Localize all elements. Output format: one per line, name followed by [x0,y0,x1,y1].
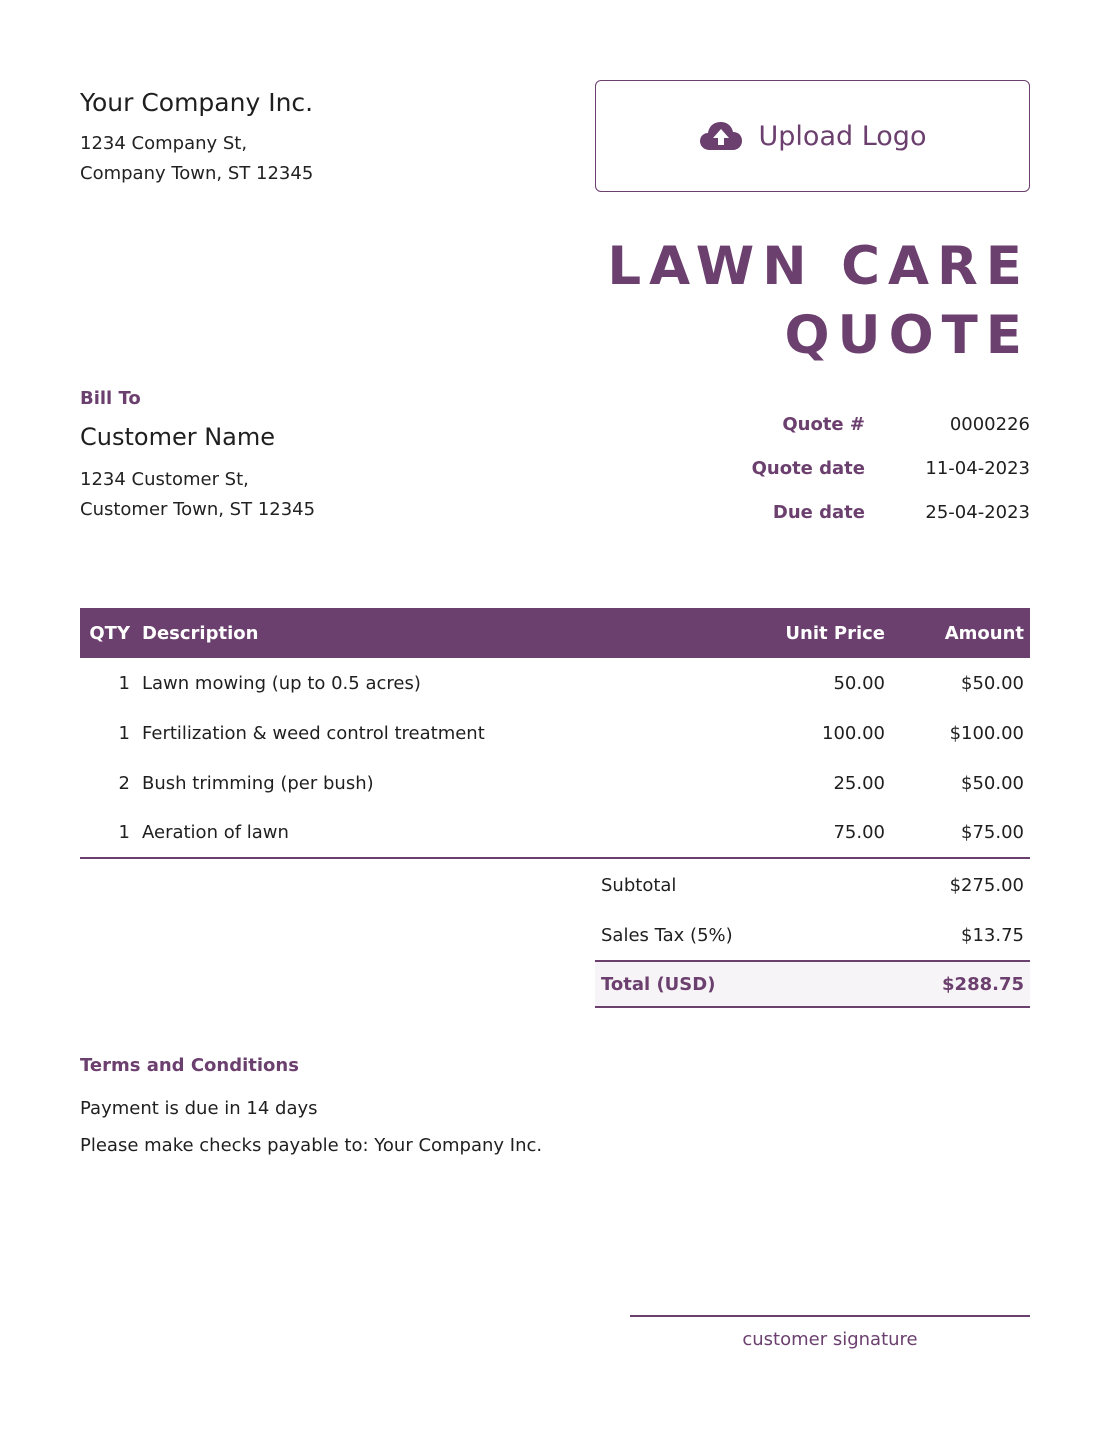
company-info [80,88,313,189]
row-unit-price: 50.00 [833,672,885,694]
row-description: Fertilization & weed control treatment [142,722,485,744]
company-address-line2: Company Town, ST 12345 [80,163,314,184]
meta-row-quote-number [710,414,1030,458]
sales-tax-row [595,910,1030,960]
totals-section [595,860,1030,1008]
company-address-line1: 1234 Company St, [80,133,248,154]
sales-tax-label: Sales Tax (5%) [601,924,733,946]
table-row [80,808,1030,858]
meta-row-due-date [710,502,1030,546]
upload-logo-label: Upload Logo [758,120,927,152]
subtotal-value: $275.00 [949,874,1024,896]
company-name: Your Company Inc. [80,88,314,117]
terms-section [80,1055,542,1164]
bill-to-section [80,388,315,525]
cloud-upload-icon [699,121,743,151]
terms-line1: Payment is due in 14 days [80,1098,318,1119]
meta-row-quote-date [710,458,1030,502]
terms-title: Terms and Conditions [80,1055,299,1076]
row-amount: $50.00 [961,772,1024,794]
subtotal-row [595,860,1030,910]
row-amount: $50.00 [961,672,1024,694]
header-amount: Amount [944,622,1024,644]
row-unit-price: 25.00 [833,772,885,794]
bill-to-label: Bill To [80,388,141,409]
table-row [80,708,1030,758]
due-date-label: Due date [772,502,865,523]
upload-logo-button[interactable] [595,80,1030,192]
row-description: Lawn mowing (up to 0.5 acres) [142,672,421,694]
total-row [595,960,1030,1008]
row-qty: 1 [80,808,138,858]
terms-line2: Please make checks payable to: Your Company Inc. [80,1135,543,1156]
table-row [80,758,1030,808]
quote-date-label: Quote date [751,458,865,479]
due-date-value: 25-04-2023 [925,502,1030,523]
row-description: Bush trimming (per bush) [142,772,374,794]
signature-label: customer signature [742,1329,918,1350]
total-label: Total (USD) [601,973,716,995]
header-unit-price: Unit Price [785,622,885,644]
row-unit-price: 100.00 [822,722,885,744]
quote-number-label: Quote # [782,414,865,435]
row-description: Aeration of lawn [138,808,735,858]
customer-name: Customer Name [80,423,276,451]
quote-date-value: 11-04-2023 [925,458,1030,479]
header-qty: QTY [89,622,130,644]
document-title-line2: QUOTE [784,305,1030,366]
row-amount: $75.00 [885,808,1030,858]
row-qty: 1 [118,722,130,744]
row-qty: 2 [118,772,130,794]
total-value: $288.75 [942,973,1024,995]
quote-number-value: 0000226 [949,414,1030,435]
table-header [80,608,1030,658]
document-title-line1: LAWN CARE [607,236,1030,297]
customer-address-line2: Customer Town, ST 12345 [80,499,316,520]
row-unit-price: 75.00 [735,808,885,858]
line-items-table [80,608,1030,859]
table-row [80,658,1030,708]
table-header-row [80,608,1030,658]
quote-meta [710,414,1030,546]
sales-tax-value: $13.75 [961,924,1024,946]
subtotal-label: Subtotal [601,874,677,896]
customer-address-line1: 1234 Customer St, [80,469,249,490]
header-description: Description [142,622,259,644]
document-title [607,232,1030,370]
row-qty: 1 [118,672,130,694]
customer-signature [630,1315,1030,1350]
row-amount: $100.00 [949,722,1024,744]
